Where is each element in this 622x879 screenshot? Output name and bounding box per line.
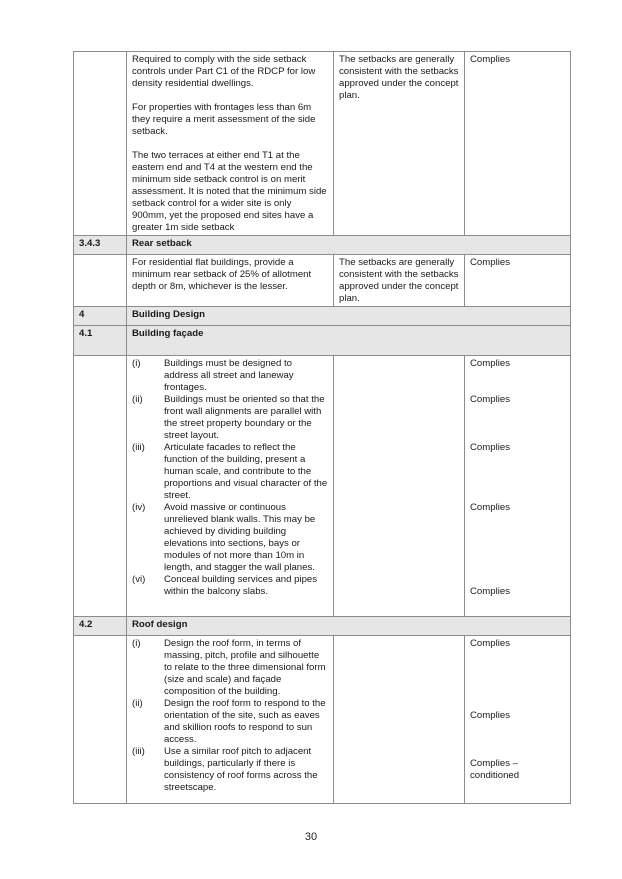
status-text: Complies – bbox=[470, 758, 518, 769]
status-text: Complies bbox=[470, 710, 510, 721]
control-cell bbox=[127, 356, 334, 617]
status-text: Complies bbox=[470, 394, 510, 405]
section-title: Building façade bbox=[127, 326, 571, 356]
clause-cell bbox=[74, 636, 127, 804]
status-text: Complies bbox=[470, 586, 510, 597]
item-number: (iv) bbox=[132, 502, 146, 513]
proposal-cell bbox=[334, 356, 465, 617]
status-cell bbox=[465, 636, 571, 804]
section-heading-row bbox=[74, 326, 571, 356]
list-item bbox=[132, 638, 328, 698]
control-paragraph: The two terraces at either end T1 at the eastern end and T4 at the western end the minimum side setback control is on merit assessment. It is noted that the minimum side setback control for a wider site is only 900mm, yet the proposed end sites have a greater 1m side setback bbox=[132, 150, 327, 233]
item-number: (ii) bbox=[132, 394, 143, 405]
status-cell bbox=[465, 356, 571, 617]
clause-cell bbox=[74, 255, 127, 307]
item-text: Buildings must be designed to address all street and laneway frontages. bbox=[164, 358, 294, 393]
status-text: Complies bbox=[470, 502, 510, 513]
control-cell bbox=[127, 52, 334, 236]
section-title: Roof design bbox=[127, 617, 571, 636]
proposal-cell bbox=[334, 636, 465, 804]
status-text: Complies bbox=[470, 638, 510, 649]
section-number: 4.2 bbox=[74, 617, 127, 636]
item-text: Design the roof form, in terms of massing, pitch, profile and silhouette to relate to the three dimensional form (size and scale) and façade composition of the building. bbox=[164, 638, 326, 697]
status-text: Complies bbox=[470, 358, 510, 369]
status-cell: Complies bbox=[465, 255, 571, 307]
table-row-facade bbox=[74, 356, 571, 617]
section-heading-row bbox=[74, 307, 571, 326]
list-item bbox=[132, 358, 328, 394]
list-item bbox=[132, 574, 328, 598]
control-cell bbox=[127, 636, 334, 804]
section-heading-row bbox=[74, 617, 571, 636]
proposal-cell: The setbacks are generally consistent with the setbacks approved under the concept plan. bbox=[334, 52, 465, 236]
table-row-side-setback bbox=[74, 52, 571, 236]
page-number: 30 bbox=[304, 831, 318, 843]
status-text: Complies bbox=[470, 442, 510, 453]
item-text: Design the roof form to respond to the orientation of the site, such as eaves and skillion roofs to respond to sun access. bbox=[164, 698, 326, 745]
control-paragraph: For properties with frontages less than 6m they require a merit assessment of the side setback. bbox=[132, 102, 316, 137]
clause-cell bbox=[74, 356, 127, 617]
control-paragraph: Required to comply with the side setback controls under Part C1 of the RDCP for low density residential dwellings. bbox=[132, 54, 316, 89]
item-number: (ii) bbox=[132, 698, 143, 709]
compliance-table bbox=[73, 51, 571, 804]
item-text: Articulate facades to reflect the function of the building, present a human scale, and contribute to the proportions and visual character of the street. bbox=[164, 442, 328, 501]
section-heading-row bbox=[74, 236, 571, 255]
list-item bbox=[132, 746, 328, 794]
status-cell: Complies bbox=[465, 52, 571, 236]
control-cell: For residential flat buildings, provide a minimum rear setback of 25% of allotment depth or 8m, whichever is the lesser. bbox=[127, 255, 334, 307]
list-item bbox=[132, 698, 328, 746]
item-text: Avoid massive or continuous unrelieved blank walls. This may be achieved by dividing building elevations into sections, bays or modules of not more than 10m in length, and stagger the wall planes. bbox=[164, 502, 316, 573]
clause-cell bbox=[74, 52, 127, 236]
section-title: Rear setback bbox=[127, 236, 571, 255]
proposal-cell: The setbacks are generally consistent with the setbacks approved under the concept plan. bbox=[334, 255, 465, 307]
item-text: Buildings must be oriented so that the front wall alignments are parallel with the street property boundary or the street layout. bbox=[164, 394, 325, 441]
item-number: (iii) bbox=[132, 442, 145, 453]
list-item bbox=[132, 502, 328, 574]
list-item bbox=[132, 394, 328, 442]
item-text: Conceal building services and pipes within the balcony slabs. bbox=[164, 574, 318, 597]
status-text: conditioned bbox=[470, 770, 520, 781]
list-item bbox=[132, 442, 328, 502]
section-number: 4 bbox=[74, 307, 127, 326]
item-number: (vi) bbox=[132, 574, 146, 585]
item-text: Use a similar roof pitch to adjacent buildings, particularly if there is consistency of roof forms across the streetscape. bbox=[164, 746, 318, 793]
item-number: (i) bbox=[132, 358, 141, 369]
section-number: 4.1 bbox=[74, 326, 127, 356]
item-number: (i) bbox=[132, 638, 141, 649]
section-title: Building Design bbox=[127, 307, 571, 326]
item-number: (iii) bbox=[132, 746, 145, 757]
table-row-rear-setback bbox=[74, 255, 571, 307]
table-row-roof bbox=[74, 636, 571, 804]
section-number: 3.4.3 bbox=[74, 236, 127, 255]
